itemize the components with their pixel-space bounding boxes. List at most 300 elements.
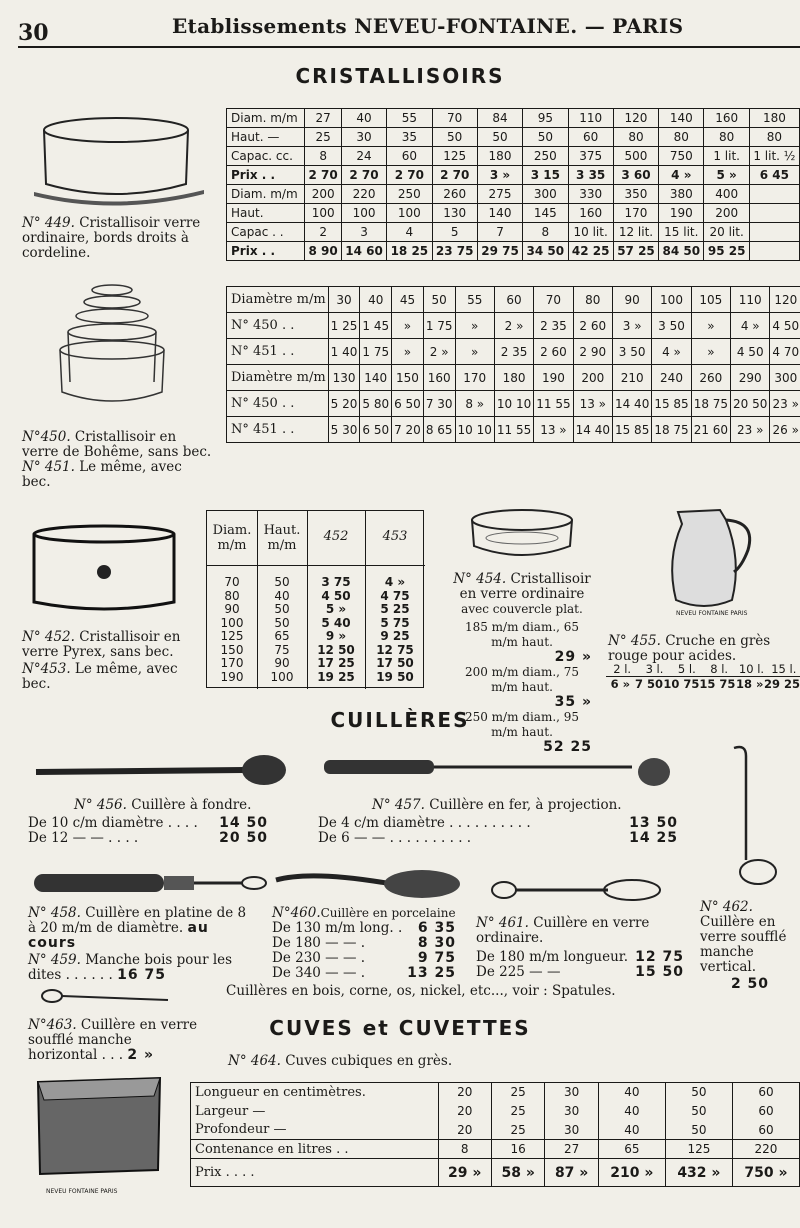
- value-cell: 145: [523, 204, 568, 223]
- value-cell: 750: [659, 147, 704, 166]
- value-cell: 7: [477, 223, 522, 242]
- value-cell: 20: [438, 1102, 491, 1121]
- value-cell: 2 35: [494, 339, 533, 365]
- value-cell: 1 45: [360, 313, 392, 339]
- value-cell: 90: [224, 602, 240, 616]
- size-457-b: De 6 — — . . . . . . . . . .: [318, 830, 472, 846]
- value-cell: 27: [305, 109, 341, 128]
- value-cell: »: [455, 339, 494, 365]
- list-item: [272, 921, 456, 936]
- table-row: [207, 575, 425, 589]
- table-row: [207, 602, 425, 616]
- table-row: [606, 677, 800, 691]
- value-cell: 8: [438, 1140, 491, 1159]
- value-cell: 200: [573, 365, 612, 391]
- value-cell: 45: [392, 287, 424, 313]
- value-cell: 20 50: [731, 391, 770, 417]
- row-label: Prix . . . .: [191, 1159, 439, 1187]
- price-460: 8 30: [417, 935, 456, 951]
- price-cell: 3 15: [523, 166, 568, 185]
- price-cell: 5 25: [380, 602, 410, 616]
- value-cell: 125: [220, 629, 244, 643]
- value-cell: 8 65: [423, 417, 455, 443]
- caption-452-text: Cristallisoir en verre Pyrex, sans bec.: [22, 629, 181, 660]
- item-number-454: N° 454.: [453, 571, 507, 587]
- value-cell: 80: [224, 588, 240, 603]
- value-cell: 2 90: [573, 339, 612, 365]
- value-cell: 25: [305, 128, 341, 147]
- value-cell: 140: [659, 109, 704, 128]
- value-cell: 180: [494, 365, 533, 391]
- value-cell: 50: [523, 128, 568, 147]
- value-cell: 70: [224, 575, 240, 589]
- value-cell: 65: [274, 629, 290, 643]
- value-cell: 30: [341, 128, 386, 147]
- cuve-464-illustration: [32, 1074, 166, 1186]
- size-461-b: De 225 — —: [476, 964, 561, 980]
- value-cell: 80: [573, 287, 612, 313]
- value-cell: 8: [305, 147, 341, 166]
- price-cell: 2 70: [305, 166, 341, 185]
- page-number: 30: [18, 20, 49, 46]
- item-number-452: N° 452.: [22, 629, 75, 645]
- value-cell: 4 70: [770, 339, 800, 365]
- table-455: [606, 662, 800, 691]
- table-row: [227, 204, 800, 223]
- cristallisoir-449-illustration: [28, 112, 208, 207]
- value-cell: 100: [652, 287, 691, 313]
- value-cell: 20: [438, 1083, 491, 1102]
- value-cell: 6 50: [360, 417, 392, 443]
- caption-457: [372, 798, 622, 813]
- value-cell: 50: [274, 575, 290, 589]
- price-cell: 2 70: [387, 166, 432, 185]
- size-454-a: 185 m/m diam., 65 m/m haut.: [464, 620, 580, 649]
- value-cell: 40: [598, 1083, 665, 1102]
- empty-cell: [749, 185, 799, 204]
- row-label: Profondeur —: [191, 1121, 439, 1140]
- price-cell: 87 »: [545, 1159, 598, 1187]
- value-cell: 55: [387, 109, 432, 128]
- value-cell: 15 l.: [771, 662, 797, 676]
- price-cell: 5 »: [325, 602, 347, 616]
- value-cell: 220: [341, 185, 386, 204]
- value-cell: 100: [270, 669, 294, 684]
- value-cell: 60: [568, 128, 613, 147]
- row-label: Haut.: [227, 204, 305, 223]
- row-label: Prix . .: [227, 242, 305, 261]
- value-cell: 23 »: [731, 417, 770, 443]
- table-row: [191, 1102, 800, 1121]
- value-cell: 50: [665, 1102, 732, 1121]
- price-456-b: 20 50: [219, 830, 268, 846]
- value-cell: 15 85: [652, 391, 691, 417]
- value-cell: 5 20: [328, 391, 360, 417]
- price-cell: 17 50: [376, 656, 414, 670]
- row-label: Diam. m/m: [227, 109, 305, 128]
- value-cell: 100: [387, 204, 432, 223]
- price-cell: 84 50: [659, 242, 704, 261]
- price-cell: 19 25: [317, 669, 355, 684]
- value-cell: 27: [545, 1140, 598, 1159]
- price-460: 13 25: [407, 965, 456, 981]
- value-cell: 10 l.: [738, 662, 765, 676]
- value-cell: 10 lit.: [568, 223, 613, 242]
- value-cell: 80: [613, 128, 658, 147]
- price-458: au cours: [28, 920, 209, 951]
- value-cell: 290: [731, 365, 770, 391]
- value-cell: 3 50: [612, 339, 651, 365]
- price-461-a: 12 75: [635, 949, 684, 965]
- value-cell: 70: [534, 287, 573, 313]
- caption-462-text: Cuillère en verre soufflé manche vertical.: [700, 914, 787, 975]
- value-cell: 140: [477, 204, 522, 223]
- size-460: De 340 — — .: [272, 965, 366, 981]
- value-cell: 50: [665, 1121, 732, 1140]
- value-cell: 14 40: [573, 417, 612, 443]
- value-cell: 10 10: [455, 417, 494, 443]
- value-cell: 10 75: [663, 677, 700, 691]
- size-454-b: 200 m/m diam., 75 m/m haut.: [464, 665, 580, 694]
- value-cell: 180: [477, 147, 522, 166]
- caption-454-line2: en verre ordinaire: [459, 586, 585, 602]
- price-cell: 3 35: [568, 166, 613, 185]
- value-cell: 400: [704, 185, 749, 204]
- row-label: N° 451 . .: [227, 339, 329, 365]
- value-cell: 30: [545, 1121, 598, 1140]
- price-cell: 210 »: [598, 1159, 665, 1187]
- price-460: 9 75: [417, 950, 456, 966]
- value-cell: 2 »: [494, 313, 533, 339]
- value-cell: 7 30: [423, 391, 455, 417]
- table-row: [227, 242, 800, 261]
- value-cell: 125: [665, 1140, 732, 1159]
- value-cell: 70: [432, 109, 477, 128]
- value-cell: 10 10: [494, 391, 533, 417]
- value-cell: 30: [545, 1083, 598, 1102]
- value-cell: 6 »: [610, 677, 631, 691]
- value-cell: 75: [274, 642, 290, 657]
- table-row: [227, 223, 800, 242]
- table-row: [227, 287, 800, 313]
- value-cell: 2: [305, 223, 341, 242]
- value-cell: 210: [612, 365, 651, 391]
- table-row: [227, 391, 800, 417]
- size-460: De 230 — — .: [272, 950, 366, 966]
- caption-457-text: Cuillère en fer, à projection.: [424, 797, 622, 813]
- price-cell: 4 75: [380, 588, 410, 603]
- list-item: [272, 966, 456, 981]
- value-cell: 60: [387, 147, 432, 166]
- empty-cell: [749, 204, 799, 223]
- table-row: [207, 589, 425, 603]
- value-cell: 170: [220, 656, 244, 670]
- price-cell: 3 75: [321, 575, 351, 589]
- value-cell: 18 »: [735, 677, 764, 691]
- value-cell: 15 85: [612, 417, 651, 443]
- value-cell: 5 30: [328, 417, 360, 443]
- price-cell: 3 60: [613, 166, 658, 185]
- value-cell: 170: [613, 204, 658, 223]
- row-label: Contenance en litres . .: [191, 1140, 439, 1159]
- table-row: [227, 417, 800, 443]
- price-454-b: 35 »: [554, 694, 592, 710]
- value-cell: 1 lit.: [704, 147, 749, 166]
- caption-449-text: Cristallisoir verre ordinaire, bords droits à cordeline.: [22, 215, 201, 261]
- caption-451: [22, 460, 212, 490]
- value-cell: 1 75: [423, 313, 455, 339]
- value-cell: 2 35: [534, 313, 573, 339]
- value-cell: 110: [731, 287, 770, 313]
- value-cell: 80: [749, 128, 799, 147]
- value-cell: 12 lit.: [613, 223, 658, 242]
- caption-462: [700, 900, 800, 992]
- value-cell: 5 80: [360, 391, 392, 417]
- price-cell: 432 »: [665, 1159, 732, 1187]
- value-cell: 29 25: [764, 677, 800, 691]
- value-cell: 4 50: [770, 313, 800, 339]
- cuillere-463-illustration: [38, 984, 178, 1010]
- caption-454-line3: avec couvercle plat.: [461, 602, 583, 616]
- price-cell: 4 »: [659, 166, 704, 185]
- row-label: Diamètre m/m: [227, 365, 329, 391]
- value-cell: 2 60: [534, 339, 573, 365]
- value-cell: 4 »: [652, 339, 691, 365]
- price-cell: 18 25: [387, 242, 432, 261]
- table-464: [190, 1082, 800, 1187]
- table-row: [227, 339, 800, 365]
- price-cell: 12 75: [376, 642, 414, 657]
- caption-461-text: Cuillère en verre ordinaire.: [476, 915, 650, 946]
- header-diam: Diam. m/m: [212, 523, 252, 553]
- value-cell: »: [392, 339, 424, 365]
- price-462: 2 50: [730, 976, 770, 992]
- size-461-a: De 180 m/m longueur.: [476, 949, 629, 965]
- cristallisoir-pyrex-452-illustration: [30, 522, 180, 617]
- value-cell: 3: [341, 223, 386, 242]
- size-456-b: De 12 — — . . . .: [28, 830, 139, 846]
- table-row: [227, 109, 800, 128]
- value-cell: 8 »: [455, 391, 494, 417]
- caption-456: [74, 798, 251, 813]
- value-cell: 120: [613, 109, 658, 128]
- value-cell: 7 20: [392, 417, 424, 443]
- caption-454-line1: Cristallisoir: [506, 571, 591, 587]
- caption-449: [22, 216, 212, 261]
- value-cell: 35: [387, 128, 432, 147]
- value-cell: 5 l.: [677, 662, 696, 676]
- caption-453: [22, 662, 202, 692]
- value-cell: 190: [659, 204, 704, 223]
- table-row: [207, 670, 425, 684]
- value-cell: 26 »: [770, 417, 800, 443]
- value-cell: 160: [423, 365, 455, 391]
- price-cell: 34 50: [523, 242, 568, 261]
- item-number-458: N° 458.: [28, 905, 81, 921]
- table-row: [207, 629, 425, 643]
- caption-459-text: Manche bois pour les dites . . . . . .: [28, 952, 233, 983]
- row-label: N° 451 . .: [227, 417, 329, 443]
- value-cell: 300: [523, 185, 568, 204]
- value-cell: 90: [612, 287, 651, 313]
- value-cell: 100: [305, 204, 341, 223]
- price-456-a: 14 50: [219, 815, 268, 831]
- price-cell: 9 »: [325, 629, 347, 643]
- item-number-461: N° 461.: [476, 915, 529, 931]
- value-cell: 380: [659, 185, 704, 204]
- caption-455-text: Cruche en grès rouge pour acides.: [608, 633, 771, 664]
- price-cell: 3 »: [477, 166, 522, 185]
- value-cell: 11 55: [494, 417, 533, 443]
- value-cell: 50: [423, 287, 455, 313]
- value-cell: 20 lit.: [704, 223, 749, 242]
- value-cell: 1 40: [328, 339, 360, 365]
- value-cell: 330: [568, 185, 613, 204]
- caption-464: [228, 1054, 452, 1069]
- price-cell: 8 90: [305, 242, 341, 261]
- value-cell: 18 75: [691, 391, 730, 417]
- table-row: [227, 313, 800, 339]
- item-number-453: N°453.: [22, 661, 71, 677]
- value-cell: 1 75: [360, 339, 392, 365]
- caption-460-text: Cuillère en porcelaine: [320, 906, 456, 920]
- table-row: [207, 656, 425, 670]
- value-cell: 100: [220, 615, 244, 630]
- empty-cell: [749, 242, 799, 261]
- price-cell: 14 60: [341, 242, 386, 261]
- value-cell: 50: [477, 128, 522, 147]
- caption-453-text: Le même, avec bec.: [22, 661, 178, 692]
- price-463: 2 »: [127, 1047, 155, 1063]
- value-cell: 200: [704, 204, 749, 223]
- value-cell: 1 25: [328, 313, 360, 339]
- caption-456-text: Cuillère à fondre.: [126, 797, 252, 813]
- item-number-449: N° 449.: [22, 215, 75, 231]
- value-cell: 25: [491, 1102, 544, 1121]
- item-number-462: N° 462.: [700, 899, 753, 915]
- value-cell: 6 50: [392, 391, 424, 417]
- price-cell: 5 75: [380, 615, 410, 630]
- sizes-456: [28, 816, 268, 846]
- table-row: [191, 1121, 800, 1140]
- value-cell: 4 »: [731, 313, 770, 339]
- row-label: N° 450 . .: [227, 391, 329, 417]
- value-cell: 13 »: [534, 417, 573, 443]
- header-452: 452: [323, 529, 349, 544]
- price-457-b: 14 25: [629, 830, 678, 846]
- value-cell: 20: [438, 1121, 491, 1140]
- row-label: Diamètre m/m: [227, 287, 329, 313]
- cuillere-456-illustration: [34, 748, 288, 788]
- empty-cell: [749, 223, 799, 242]
- row-label: N° 450 . .: [227, 313, 329, 339]
- value-cell: 25: [491, 1121, 544, 1140]
- value-cell: 50: [274, 602, 290, 616]
- value-cell: 275: [477, 185, 522, 204]
- table-row: [191, 1159, 800, 1187]
- value-cell: 190: [534, 365, 573, 391]
- value-cell: 220: [732, 1140, 799, 1159]
- value-cell: 30: [328, 287, 360, 313]
- caption-450: [22, 430, 212, 460]
- size-460: De 130 m/m long. .: [272, 920, 403, 936]
- value-cell: »: [455, 313, 494, 339]
- caption-458-text: Cuillère en platine de 8 à 20 m/m de diamètre.: [28, 905, 247, 936]
- price-cell: 5 »: [704, 166, 749, 185]
- price-cell: 9 25: [380, 629, 410, 643]
- value-cell: 190: [220, 669, 244, 684]
- row-label: Haut. —: [227, 128, 305, 147]
- cuillere-457-illustration: [322, 752, 676, 792]
- price-cell: 5 40: [321, 615, 351, 630]
- row-label: Largeur —: [191, 1102, 439, 1121]
- value-cell: 50: [274, 615, 290, 630]
- value-cell: 150: [392, 365, 424, 391]
- value-cell: 65: [598, 1140, 665, 1159]
- stamp-455: NEVEU FONTAINE PARIS: [676, 610, 748, 617]
- price-cell: 12 50: [317, 642, 355, 657]
- value-cell: 21 60: [691, 417, 730, 443]
- table-row: [207, 643, 425, 657]
- item-number-450: N°450.: [22, 429, 71, 445]
- item-number-456: N° 456.: [74, 797, 127, 813]
- price-454-c: 52 25: [543, 739, 592, 755]
- item-number-460: N°460.: [272, 905, 321, 921]
- caption-452: [22, 630, 202, 660]
- size-460: De 180 — — .: [272, 935, 366, 951]
- value-cell: 150: [220, 642, 244, 657]
- section-title-cristallisoirs: CRISTALLISOIRS: [295, 64, 505, 88]
- value-cell: 15 lit.: [659, 223, 704, 242]
- price-cell: 19 50: [376, 669, 414, 684]
- value-cell: 200: [305, 185, 341, 204]
- cuillere-462-illustration: [728, 742, 784, 892]
- list-item: [272, 936, 456, 951]
- value-cell: 160: [568, 204, 613, 223]
- value-cell: 60: [732, 1121, 799, 1140]
- list-item: [272, 951, 456, 966]
- table-row: [227, 166, 800, 185]
- price-cell: 6 45: [749, 166, 799, 185]
- sizes-457: [318, 816, 678, 846]
- value-cell: 15 75: [699, 677, 736, 691]
- value-cell: 40: [341, 109, 386, 128]
- value-cell: 2 l.: [613, 662, 632, 676]
- header-rule: [18, 46, 800, 48]
- caption-455: [608, 634, 800, 664]
- value-cell: 3 »: [612, 313, 651, 339]
- header-haut: Haut. m/m: [263, 523, 301, 553]
- item-number-457: N° 457.: [372, 797, 425, 813]
- value-cell: 40: [598, 1121, 665, 1140]
- value-cell: 180: [749, 109, 799, 128]
- cruche-455-illustration: [664, 500, 760, 620]
- value-cell: »: [691, 313, 730, 339]
- price-cell: 58 »: [491, 1159, 544, 1187]
- value-cell: 40: [598, 1102, 665, 1121]
- table-row: [606, 662, 800, 677]
- value-cell: 8 l.: [710, 662, 729, 676]
- price-cell: 23 75: [432, 242, 477, 261]
- value-cell: 375: [568, 147, 613, 166]
- cuillere-461-illustration: [490, 876, 666, 906]
- value-cell: 250: [523, 147, 568, 166]
- value-cell: 170: [455, 365, 494, 391]
- value-cell: »: [691, 339, 730, 365]
- cristallisoir-454-illustration: [466, 506, 586, 576]
- price-cell: 42 25: [568, 242, 613, 261]
- value-cell: 260: [432, 185, 477, 204]
